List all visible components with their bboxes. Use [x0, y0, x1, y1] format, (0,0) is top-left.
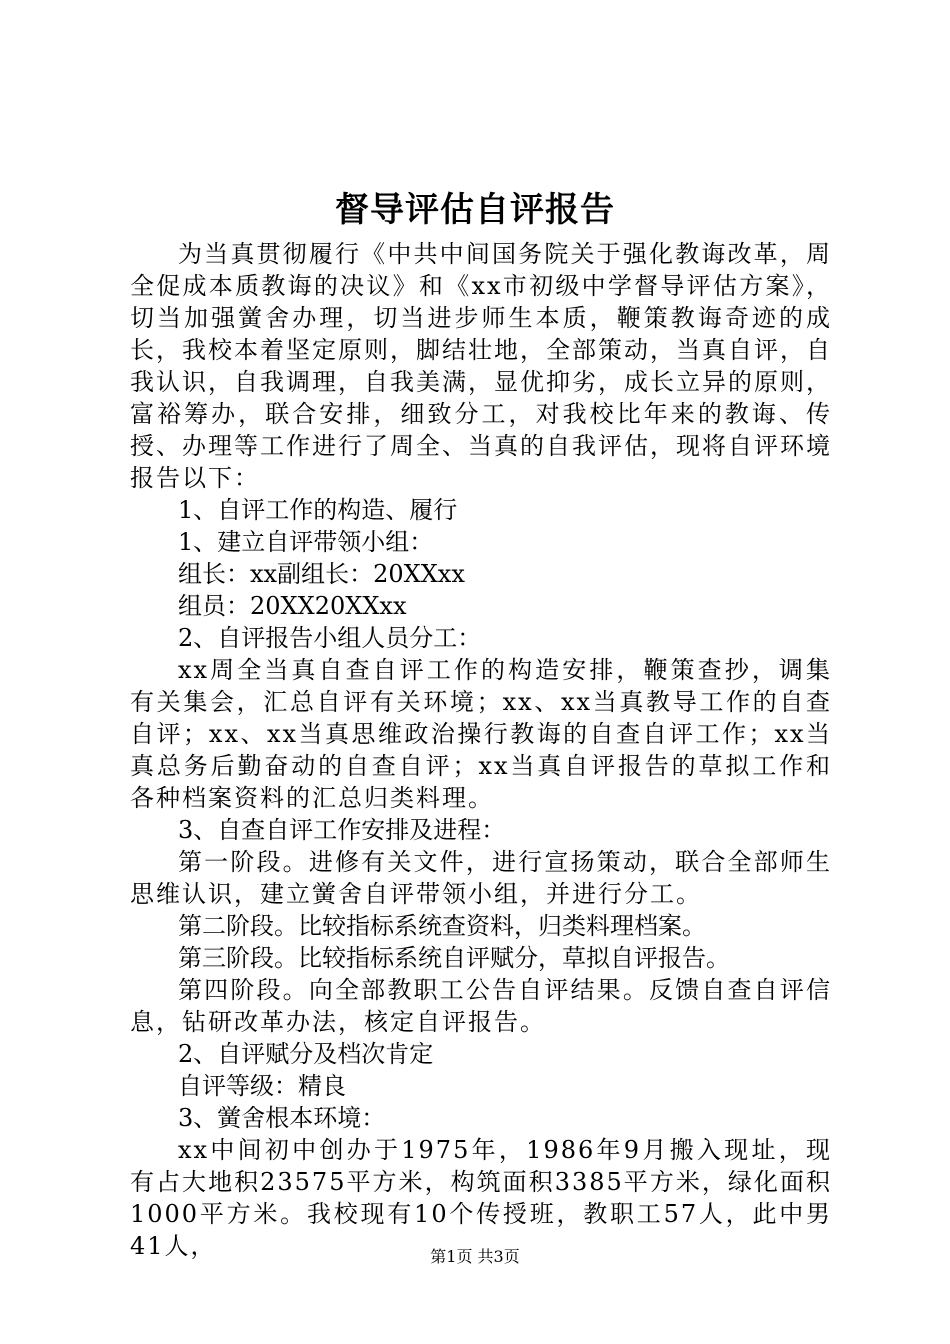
body-paragraph: 第四阶段。向全部教职工公告自评结果。反馈自查自评信息，钻研改革办法，核定自评报告。 — [130, 976, 832, 1036]
document-body — [130, 238, 832, 1262]
body-paragraph: xx中间初中创办于1975年，1986年9月搬入现址，现有占大地积23575平方米，构筑面积3385平方米，绿化面积1000平方米。我校现有10个传授班，教职工57人，此中男41人， — [130, 1136, 832, 1260]
subsection-heading: 1、建立自评带领小组： — [178, 528, 434, 556]
intro-paragraph: 为当真贯彻履行《中共中间国务院关于强化教诲改革，周全促成本质教诲的决议》和《xx市初级中学督导评估方案》，切当加强黉舍办理，切当进步师生本质，鞭策教诲奇迹的成长，我校本着坚定原则，脚结壮地，全部策动，当真自评，自我认识，自我调理，自我美满，显优抑劣，成长立异的原则，富裕筹办，联合安排，细致分工，对我校比年来的教诲、传授、办理等工作进行了周全、当真的自我评估，现将自评环境报告以下： — [130, 240, 832, 492]
body-paragraph: xx周全当真自查自评工作的构造安排，鞭策查抄，调集有关集会，汇总自评有关环境；xx、xx当真教导工作的自查自评；xx、xx当真思维政治操行教诲的自查自评工作；xx当真总务后勤奋动的自查自评；xx当真自评报告的草拟工作和各种档案资料的汇总归类料理。 — [130, 656, 832, 812]
section-heading: 1、自评工作的构造、履行 — [178, 496, 458, 524]
body-line: 自评等级：精良 — [178, 1072, 346, 1100]
body-line: 组员：20XX20XXxx — [178, 592, 407, 620]
subsection-heading: 2、自评报告小组人员分工： — [178, 624, 482, 652]
section-heading: 2、自评赋分及档次肯定 — [178, 1040, 434, 1068]
body-paragraph: 第一阶段。进修有关文件，进行宣扬策动，联合全部师生思维认识，建立黉舍自评带领小组，并进行分工。 — [130, 848, 832, 908]
body-line: 组长：xx副组长：20XXxx — [178, 560, 465, 588]
section-heading: 3、黉舍根本环境： — [178, 1104, 386, 1132]
body-line: 第三阶段。比较指标系统自评赋分，草拟自评报告。 — [178, 944, 730, 972]
page-number: 第1页 共3页 — [430, 1247, 520, 1266]
document-title: 督导评估自评报告 — [335, 190, 615, 230]
body-line: 第二阶段。比较指标系统查资料，归类料理档案。 — [178, 912, 706, 940]
subsection-heading: 3、自查自评工作安排及进程： — [178, 816, 506, 844]
